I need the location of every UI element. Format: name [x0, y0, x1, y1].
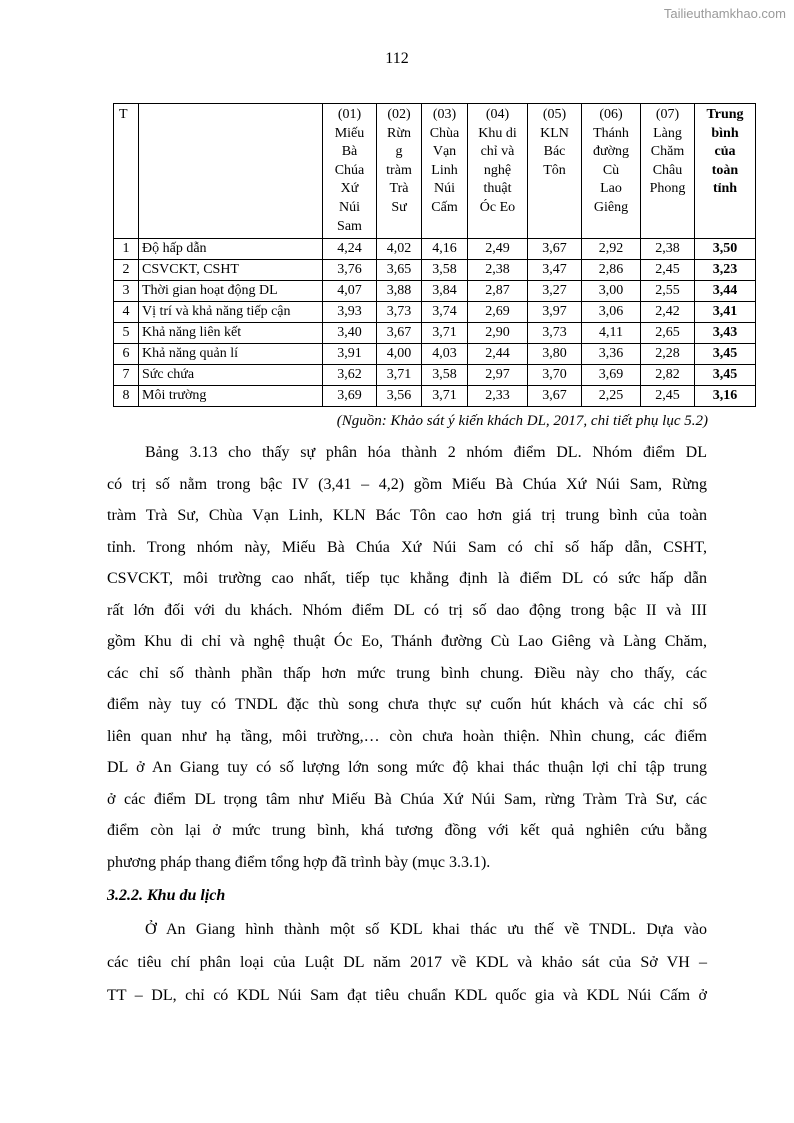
- text-line: các tiêu chí phân loại của Luật DL năm 2017 về KDL và khảo sát của Sở VH –: [107, 954, 707, 971]
- section-heading: 3.2.2. Khu du lịch: [107, 887, 226, 904]
- row-index: 6: [114, 344, 139, 365]
- header-line: đường: [593, 144, 629, 160]
- score-cell: 2,28: [641, 344, 695, 365]
- score-cell: 4,03: [422, 344, 468, 365]
- header-line: chỉ và: [480, 144, 515, 160]
- text-line: có trị số nằm trong bậc IV (3,41 – 4,2) gồm Miếu Bà Chúa Xứ Núi Sam, Rừng: [107, 475, 707, 493]
- criterion-label: CSVCKT, CSHT: [139, 260, 323, 281]
- row-index: 2: [114, 260, 139, 281]
- criterion-label: Khả năng liên kết: [139, 323, 323, 344]
- score-cell: 4,00: [377, 344, 422, 365]
- column-header: [114, 104, 139, 239]
- score-cell: 3,45: [695, 344, 756, 365]
- score-cell: 3,58: [422, 260, 468, 281]
- text-line: tỉnh. Trong nhóm này, Miếu Bà Chúa Xứ Núi Sam có chỉ số hấp dẫn, CSHT,: [107, 538, 707, 556]
- header-line: Tôn: [543, 162, 566, 178]
- score-cell: 2,55: [641, 281, 695, 302]
- column-header: [695, 104, 756, 239]
- header-line: toàn: [711, 162, 739, 178]
- column-header: [323, 104, 377, 239]
- header-line: bình: [711, 125, 739, 141]
- header-line: (04): [485, 107, 510, 122]
- header-line: Chăm: [650, 144, 685, 160]
- criterion-label: Khả năng quản lí: [139, 344, 323, 365]
- score-cell: 2,49: [468, 239, 528, 260]
- header-line: KLN: [540, 125, 569, 141]
- score-cell: 3,74: [422, 302, 468, 323]
- score-cell: 3,47: [528, 260, 582, 281]
- header-line: Khu di: [478, 125, 517, 141]
- score-cell: 2,65: [641, 323, 695, 344]
- table-row: [114, 302, 756, 323]
- header-line: Phong: [649, 181, 686, 197]
- score-cell: 4,02: [377, 239, 422, 260]
- score-cell: 3,71: [377, 365, 422, 386]
- score-cell: 3,91: [323, 344, 377, 365]
- header-line: của: [714, 144, 736, 160]
- score-cell: 3,97: [528, 302, 582, 323]
- table-row: [114, 260, 756, 281]
- text-line: điểm này tuy có TNDL đặc thù song chưa thực sự cuốn hút khách và các chỉ số: [107, 696, 707, 713]
- header-line: (01): [337, 107, 362, 122]
- header-line: Làng: [653, 125, 682, 141]
- score-cell: 4,16: [422, 239, 468, 260]
- table-row: [114, 365, 756, 386]
- header-line: tràm: [386, 162, 412, 178]
- header-line: (03): [432, 107, 457, 122]
- score-cell: 2,90: [468, 323, 528, 344]
- score-cell: 2,45: [641, 260, 695, 281]
- score-cell: 3,62: [323, 365, 377, 386]
- header-line: Sư: [391, 199, 407, 215]
- criterion-label: Thời gian hoạt động DL: [139, 281, 323, 302]
- criterion-label: Vị trí và khả năng tiếp cận: [139, 302, 323, 323]
- score-cell: 3,70: [528, 365, 582, 386]
- header-line: Bác: [543, 144, 566, 160]
- text-line: DL ở An Giang tuy có số lượng lớn song mức độ khai thác thuận lợi chỉ tập trung: [107, 759, 707, 776]
- table-row: [114, 323, 756, 344]
- column-header: [468, 104, 528, 239]
- header-line: Sam: [337, 218, 362, 234]
- score-cell: 2,97: [468, 365, 528, 386]
- score-cell: 2,82: [641, 365, 695, 386]
- header-line: (02): [387, 107, 411, 122]
- score-cell: 2,86: [582, 260, 641, 281]
- header-line: T: [119, 107, 128, 122]
- score-cell: 2,92: [582, 239, 641, 260]
- score-cell: 2,38: [468, 260, 528, 281]
- text-line: TT – DL, chỉ có KDL Núi Sam đạt tiêu chuẩn KDL quốc gia và KDL Núi Cấm ở: [107, 987, 707, 1004]
- text-line: liên quan như hạ tầng, môi trường,… còn chưa hoàn thiện. Nhìn chung, các điểm: [107, 727, 707, 745]
- row-index: 1: [114, 239, 139, 260]
- header-line: thuật: [483, 181, 512, 197]
- text-line: các chỉ số thành phần thấp hơn mức trung bình chung. Điều này cho thấy, các: [107, 664, 707, 682]
- table-row: [114, 239, 756, 260]
- header-line: (05): [542, 107, 567, 122]
- score-cell: 2,33: [468, 386, 528, 407]
- header-line: Rừn: [387, 125, 411, 141]
- row-index: 4: [114, 302, 139, 323]
- text-line: Ở An Giang hình thành một số KDL khai thác ưu thế về TNDL. Dựa vào: [145, 921, 707, 938]
- header-line: Châu: [652, 162, 683, 178]
- column-header: [139, 104, 323, 239]
- score-cell: 3,88: [377, 281, 422, 302]
- text-line: ở các điểm DL trọng tâm như Miếu Bà Chúa Xứ Núi Sam, rừng Tràm Trà Sư, các: [107, 790, 707, 808]
- column-header: [641, 104, 695, 239]
- score-cell: 2,45: [641, 386, 695, 407]
- header-line: g: [395, 144, 403, 160]
- score-cell: 3,27: [528, 281, 582, 302]
- text-line: Bảng 3.13 cho thấy sự phân hóa thành 2 nhóm điểm DL. Nhóm điểm DL: [145, 444, 707, 461]
- score-cell: 3,00: [582, 281, 641, 302]
- score-cell: 3,65: [377, 260, 422, 281]
- header-line: Trà: [389, 181, 409, 197]
- column-header: [422, 104, 468, 239]
- column-header: [582, 104, 641, 239]
- score-cell: 2,69: [468, 302, 528, 323]
- header-line: Bà: [341, 144, 358, 160]
- score-cell: 3,67: [528, 239, 582, 260]
- score-cell: 3,76: [323, 260, 377, 281]
- header-line: Miếu: [334, 125, 365, 141]
- score-cell: 3,40: [323, 323, 377, 344]
- score-cell: 3,73: [528, 323, 582, 344]
- score-cell: 3,71: [422, 386, 468, 407]
- score-cell: 3,93: [323, 302, 377, 323]
- score-cell: 3,67: [377, 323, 422, 344]
- criterion-label: Môi trường: [139, 386, 323, 407]
- row-index: 5: [114, 323, 139, 344]
- watermark: Tailieuthamkhao.com: [663, 6, 786, 21]
- score-cell: 4,24: [323, 239, 377, 260]
- header-line: Núi: [339, 199, 360, 215]
- text-line: gồm Khu di chỉ và nghệ thuật Óc Eo, Thánh đường Cù Lao Giêng và Làng Chăm,: [107, 633, 707, 650]
- header-line: Trung: [706, 107, 744, 122]
- column-header: [377, 104, 422, 239]
- score-cell: 2,42: [641, 302, 695, 323]
- score-cell: 3,71: [422, 323, 468, 344]
- text-line: tràm Trà Sư, Chùa Vạn Linh, KLN Bác Tôn cao hơn giá trị trung bình của toàn: [107, 507, 707, 524]
- header-line: Vạn: [432, 144, 457, 160]
- header-line: Cù: [602, 162, 620, 178]
- header-line: tỉnh: [712, 181, 738, 197]
- header-line: Cấm: [431, 199, 458, 215]
- score-cell: 3,69: [323, 386, 377, 407]
- table-row: [114, 281, 756, 302]
- text-line: CSVCKT, môi trường cao nhất, tiếp tục khẳng định là điểm DL có sức hấp dẫn: [107, 570, 707, 587]
- row-index: 7: [114, 365, 139, 386]
- score-cell: 3,50: [695, 239, 756, 260]
- header-line: Chúa: [334, 162, 365, 178]
- table-row: [114, 386, 756, 407]
- criterion-label: Sức chứa: [139, 365, 323, 386]
- score-cell: 2,44: [468, 344, 528, 365]
- header-line: Xứ: [340, 181, 359, 197]
- score-cell: 3,80: [528, 344, 582, 365]
- header-line: Lao: [600, 181, 622, 197]
- row-index: 3: [114, 281, 139, 302]
- table-source: (Nguồn: Khảo sát ý kiến khách DL, 2017, chi tiết phụ lục 5.2): [336, 413, 708, 429]
- header-line: Giêng: [593, 199, 629, 215]
- column-header: [528, 104, 582, 239]
- score-cell: 3,41: [695, 302, 756, 323]
- score-cell: 2,38: [641, 239, 695, 260]
- table-header-row: [114, 104, 756, 239]
- score-cell: 3,69: [582, 365, 641, 386]
- header-line: Núi: [434, 181, 455, 197]
- score-cell: 2,87: [468, 281, 528, 302]
- score-cell: 3,67: [528, 386, 582, 407]
- score-cell: 3,36: [582, 344, 641, 365]
- score-cell: 3,16: [695, 386, 756, 407]
- evaluation-table: [113, 103, 756, 407]
- page-number: 112: [385, 50, 409, 67]
- header-line: (06): [599, 107, 623, 122]
- criterion-label: Độ hấp dẫn: [139, 239, 323, 260]
- paragraph-1: [107, 437, 707, 878]
- table-row: [114, 344, 756, 365]
- header-line: (07): [655, 107, 680, 122]
- text-line: phương pháp thang điểm tổng hợp đã trình bày (mục 3.3.1).: [107, 853, 491, 871]
- paragraph-2: [107, 913, 707, 1012]
- row-index: 8: [114, 386, 139, 407]
- score-cell: 3,43: [695, 323, 756, 344]
- score-cell: 3,06: [582, 302, 641, 323]
- score-cell: 3,23: [695, 260, 756, 281]
- header-line: nghệ: [483, 162, 512, 178]
- header-line: Thánh: [593, 125, 629, 141]
- header-line: Linh: [431, 162, 458, 178]
- header-line: Chùa: [429, 125, 460, 141]
- score-cell: 2,25: [582, 386, 641, 407]
- text-line: điểm còn lại ở mức trung bình, khá tương đồng với kết quả nghiên cứu bằng: [107, 822, 707, 839]
- score-cell: 4,11: [582, 323, 641, 344]
- score-cell: 3,58: [422, 365, 468, 386]
- score-cell: 3,45: [695, 365, 756, 386]
- score-cell: 4,07: [323, 281, 377, 302]
- text-line: rất lớn đối với du khách. Nhóm điểm DL có trị số dao động trong bậc II và III: [107, 601, 707, 619]
- score-cell: 3,56: [377, 386, 422, 407]
- score-cell: 3,44: [695, 281, 756, 302]
- score-cell: 3,73: [377, 302, 422, 323]
- header-line: Óc Eo: [479, 199, 516, 215]
- score-cell: 3,84: [422, 281, 468, 302]
